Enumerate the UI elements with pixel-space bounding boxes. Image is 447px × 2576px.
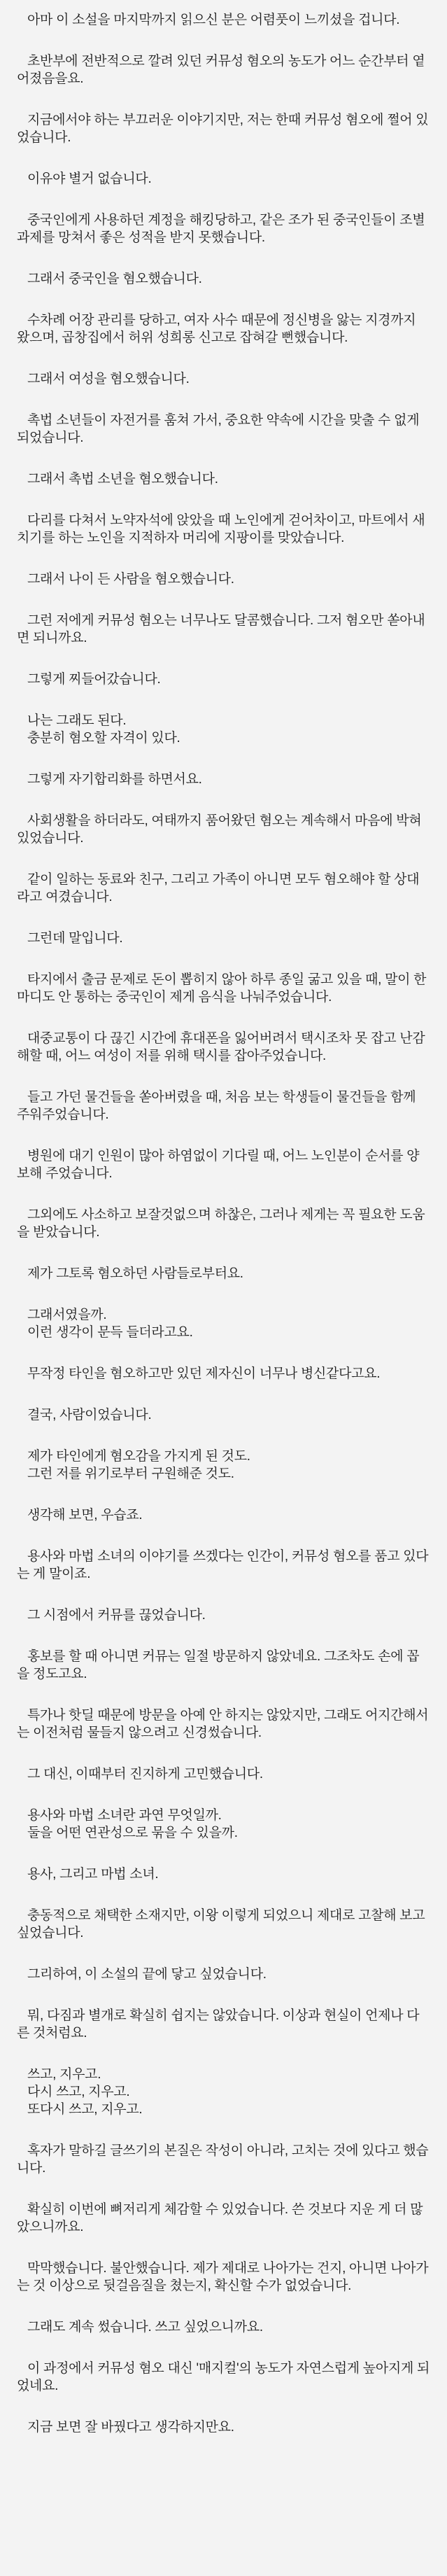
paragraph-block — [17, 930, 430, 947]
text-line: 무작정 타인을 혐오하고만 있던 제자신이 너무나 병신같다고요. — [27, 1366, 381, 1381]
text-line: 그런데 말입니다. — [27, 931, 123, 946]
paragraph-block — [17, 812, 430, 847]
paragraph-block — [17, 570, 430, 588]
paragraph-block — [17, 1765, 430, 1783]
paragraph-block — [17, 1807, 430, 1842]
text-line: 그외에도 사소하고 보잘것없으며 하찮은, 그러나 제게는 꼭 필요한 도움을 받았습니다. — [17, 1208, 425, 1240]
paragraph-block — [17, 971, 430, 1006]
text-line: 막막했습니다. 불안했습니다. 제가 제대로 나아가는 건지, 아니면 나아가는 것 이상으로 뒷걸음질을 쳤는지, 확신할 수가 없었습니다. — [17, 2261, 429, 2293]
text-line: 제가 타인에게 혐오감을 가지게 된 것도. — [27, 1449, 250, 1464]
text-line: 같이 일하는 동료와 친구, 그리고 가족이 아니면 모두 혐오해야 할 상대라고 여겼습니다. — [17, 872, 420, 904]
text-line: 그런 저에게 커뮤성 혐오는 너무나도 달콤했습니다. 그저 혐오만 쏟아내면 되니까요. — [17, 613, 425, 645]
text-line: 그렇게 찌들어갔습니다. — [27, 672, 161, 687]
paragraph-block — [17, 2201, 430, 2236]
paragraph-block — [17, 712, 430, 747]
text-line: 이유야 별거 없습니다. — [27, 172, 152, 186]
text-line: 타지에서 출금 문제로 돈이 뽑히지 않아 하루 종일 굶고 있을 때, 말이 한마디도 안 통하는 중국인이 제게 음식을 나눠주었습니다. — [17, 972, 427, 1004]
paragraph-block — [17, 1406, 430, 1424]
text-line: 지금 보면 잘 바꿨다고 생각하지만요. — [27, 2420, 234, 2435]
paragraph-block — [17, 1306, 430, 1341]
paragraph-block — [17, 1506, 430, 1524]
paragraph-block — [17, 2260, 430, 2295]
text-line: 그래서 중국인을 혐오했습니다. — [27, 272, 202, 286]
text-line: 또다시 쓰고, 지우고. — [27, 2102, 143, 2117]
text-line: 그래서 나이 든 사람을 혐오했습니다. — [27, 572, 234, 587]
afterword-text-body — [17, 11, 430, 2436]
text-line: 제가 그토록 혐오하던 사람들로부터요. — [27, 1266, 243, 1281]
paragraph-block — [17, 1707, 430, 1742]
text-line: 이 과정에서 커뮤성 혐오 대신 '매지컬'의 농도가 자연스럽게 높아지게 되었네요. — [17, 2361, 430, 2393]
paragraph-block — [17, 1206, 430, 1241]
paragraph-block — [17, 11, 430, 29]
text-line: 특가나 핫딜 때문에 방문을 아예 안 하지는 않았지만, 그래도 어지간해서는 이전처럼 물들지 않으려고 신경썼습니다. — [17, 1708, 429, 1740]
text-line: 그렇게 자기합리화를 하면서요. — [27, 772, 202, 787]
text-line: 이런 생각이 문득 들더라고요. — [27, 1325, 193, 1340]
paragraph-block — [17, 2360, 430, 2395]
paragraph-block — [17, 512, 430, 547]
paragraph-block — [17, 1448, 430, 1483]
paragraph-block — [17, 370, 430, 388]
paragraph-block — [17, 1907, 430, 1942]
paragraph-block — [17, 1265, 430, 1282]
paragraph-block — [17, 211, 430, 246]
text-line: 대중교통이 다 끊긴 시간에 휴대폰을 잃어버려서 택시조차 못 잡고 난감해할 때, 어느 여성이 저를 위해 택시를 잡아주었습니다. — [17, 1031, 425, 1063]
paragraph-block — [17, 1648, 430, 1683]
text-line: 중국인에게 사용하던 계정을 해킹당하고, 같은 조가 된 중국인들이 조별 과제를 망쳐서 좋은 성적을 받지 못했습니다. — [17, 213, 425, 245]
text-line: 초반부에 전반적으로 깔려 있던 커뮤성 혐오의 농도가 어느 순간부터 옅어졌음을요. — [17, 54, 425, 86]
paragraph-block — [17, 412, 430, 447]
text-line: 확실히 이번에 뼈저리게 체감할 수 있었습니다. 쓴 것보다 지운 게 더 많았으니까요. — [17, 2202, 423, 2234]
text-line: 그 대신, 이때부터 진지하게 고민했습니다. — [27, 1767, 263, 1782]
paragraph-block — [17, 1030, 430, 1065]
paragraph-block — [17, 2142, 430, 2177]
text-line: 용사와 마법 소녀란 과연 무엇일까. — [27, 1808, 222, 1823]
paragraph-block — [17, 1966, 430, 1983]
text-line: 그래서였을까. — [27, 1308, 107, 1322]
paragraph-block — [17, 771, 430, 788]
paragraph-block — [17, 1865, 430, 1883]
text-line: 뭐, 다짐과 별개로 확실히 쉽지는 않았습니다. 이상과 현실이 언제나 다른 것처럼요. — [17, 2008, 420, 2040]
text-line: 충분히 혐오할 자격이 있다. — [27, 731, 180, 746]
text-line: 수차례 어장 관리를 당하고, 여자 사수 때문에 정신병을 앓는 지경까지 왔으며, 곱창집에서 허위 성희롱 신고로 잡혀갈 뻔했습니다. — [17, 313, 416, 345]
text-line: 그래서 촉법 소년을 혐오했습니다. — [27, 472, 218, 486]
text-line: 그래서 여성을 혐오했습니다. — [27, 372, 190, 386]
paragraph-block — [17, 270, 430, 288]
text-line: 병원에 대기 인원이 많아 하염없이 기다릴 때, 어느 노인분이 순서를 양보해 주었습니다. — [17, 1149, 420, 1181]
paragraph-block — [17, 2066, 430, 2118]
text-line: 다시 쓰고, 지우고. — [27, 2085, 130, 2099]
text-line: 그 시점에서 커뮤를 끊었습니다. — [27, 1608, 206, 1623]
text-line: 충동적으로 채택한 소재지만, 이왕 이렇게 되었으니 제대로 고찰해 보고 싶었습니다. — [17, 1908, 425, 1940]
text-line: 나는 그래도 된다. — [27, 713, 127, 728]
paragraph-block — [17, 612, 430, 647]
paragraph-block — [17, 470, 430, 488]
paragraph-block — [17, 1088, 430, 1124]
paragraph-block — [17, 170, 430, 188]
paragraph-block — [17, 1548, 430, 1583]
paragraph-block — [17, 111, 430, 146]
text-line: 아마 이 소설을 마지막까지 읽으신 분은 어렴풋이 느끼셨을 겁니다. — [27, 13, 400, 27]
text-line: 들고 가던 물건들을 쏟아버렸을 때, 처음 보는 학생들이 물건들을 함께 주워주었습니다. — [17, 1090, 416, 1122]
paragraph-block — [17, 2318, 430, 2336]
paragraph-block — [17, 2418, 430, 2436]
paragraph-block — [17, 2007, 430, 2042]
text-line: 다리를 다쳐서 노약자석에 앉았을 때 노인에게 걷어차이고, 마트에서 새치기를 하는 노인을 지적하자 머리에 지팡이를 맞았습니다. — [17, 513, 425, 545]
text-line: 둘을 어떤 연관성으로 묶을 수 있을까. — [27, 1826, 238, 1840]
paragraph-block — [17, 1606, 430, 1624]
paragraph-block — [17, 671, 430, 688]
text-line: 결국, 사람이었습니다. — [27, 1408, 152, 1422]
text-line: 그래도 계속 썼습니다. 쓰고 싶었으니까요. — [27, 2320, 263, 2334]
paragraph-block — [17, 1365, 430, 1382]
text-line: 지금에서야 하는 부끄러운 이야기지만, 저는 한때 커뮤성 혐오에 쩔어 있었습니다. — [17, 113, 429, 145]
paragraph-block — [17, 312, 430, 346]
text-line: 홍보를 할 때 아니면 커뮤는 일절 방문하지 않았네요. 그조차도 손에 꼽을 정도고요. — [17, 1649, 420, 1681]
text-line: 사회생활을 하더라도, 여태까지 품어왔던 혐오는 계속해서 마음에 박혀 있었습니다. — [17, 813, 422, 846]
text-line: 생각해 보면, 우습죠. — [27, 1508, 143, 1522]
paragraph-block — [17, 871, 430, 906]
paragraph-block — [17, 1147, 430, 1182]
text-line: 혹자가 말하길 글쓰기의 본질은 작성이 아니라, 고치는 것에 있다고 했습니다. — [17, 2143, 429, 2176]
text-line: 촉법 소년들이 자전거를 훔쳐 가서, 중요한 약속에 시간을 맞출 수 없게 되었습니다. — [17, 413, 420, 445]
paragraph-block — [17, 52, 430, 88]
text-line: 용사, 그리고 마법 소녀. — [27, 1867, 159, 1882]
text-line: 용사와 마법 소녀의 이야기를 쓰겠다는 인간이, 커뮤성 혐오를 품고 있다는 게 말이죠. — [17, 1549, 429, 1581]
text-line: 쓰고, 지우고. — [27, 2067, 101, 2082]
text-line: 그런 저를 위기로부터 구원해준 것도. — [27, 1466, 234, 1481]
text-line: 그리하여, 이 소설의 끝에 닿고 싶었습니다. — [27, 1967, 267, 1982]
